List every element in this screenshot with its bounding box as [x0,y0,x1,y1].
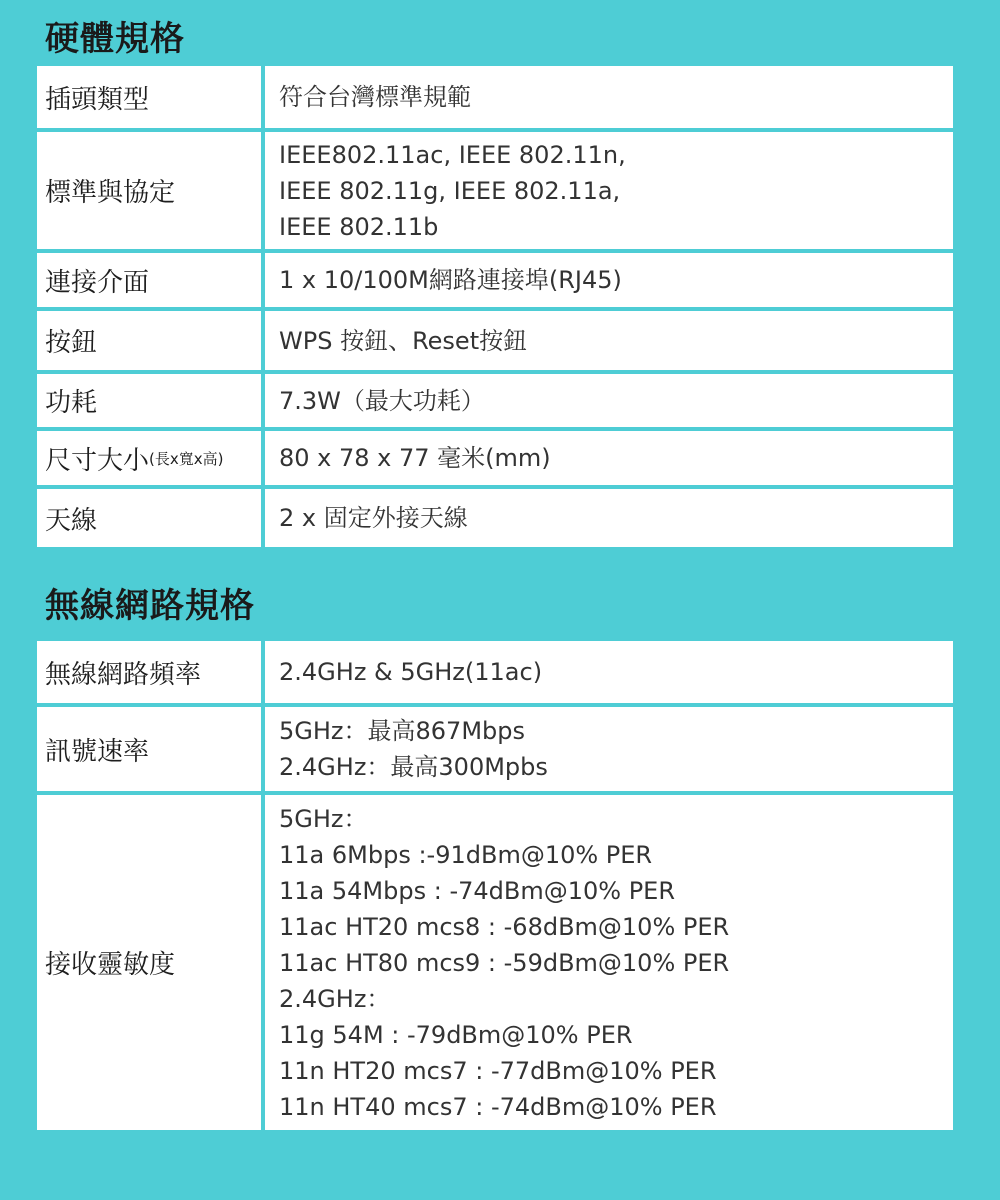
spec-value-line: 11a 54Mbps : -74dBm@10% PER [279,876,675,905]
spec-value [265,66,953,128]
spec-row-dimensions [37,431,953,485]
spec-label [37,641,261,703]
spec-label [37,253,261,307]
spec-value-line: 7.3W（最大功耗） [279,386,485,415]
spec-label [37,132,261,249]
spec-label [37,795,261,1130]
spec-value-line: IEEE 802.11b [279,212,439,241]
spec-value-line: 符合台灣標準規範 [279,83,471,111]
spec-value-line: 11n HT40 mcs7 : -74dBm@10% PER [279,1092,717,1121]
spec-label-text: 按鈕 [45,328,98,358]
spec-label-note: (長x寬x高) [149,449,224,468]
spec-row-standards [37,132,953,249]
spec-label [37,311,261,370]
spec-row-antenna [37,489,953,547]
spec-value-line: 2.4GHz： [279,984,391,1013]
spec-value-line: 11ac HT20 mcs8 : -68dBm@10% PER [279,912,730,941]
spec-label-text: 無線網路頻率 [45,659,202,690]
spec-label-text: 尺寸大小 [45,445,150,476]
spec-label-text: 連接介面 [45,267,150,298]
spec-row-plug-type [37,66,953,128]
spec-row-frequency [37,641,953,703]
spec-label-text: 接收靈敏度 [45,950,176,980]
hardware-spec-table [37,66,953,547]
spec-value-line: IEEE 802.11g, IEEE 802.11a, [279,176,621,205]
spec-label [37,374,261,427]
spec-label [37,707,261,791]
spec-label-text: 訊號速率 [45,736,150,767]
spec-value [265,795,953,1130]
spec-value [265,374,953,427]
spec-value-line: 2 x 固定外接天線 [279,504,468,532]
spec-value-line: 1 x 10/100M網路連接埠(RJ45) [279,266,622,294]
spec-value [265,311,953,370]
spec-row-power [37,374,953,427]
spec-value-line: 5GHz：最高867Mbps [279,717,525,745]
spec-value-line: 11g 54M : -79dBm@10% PER [279,1020,633,1049]
spec-label-text: 標準與協定 [45,178,176,208]
spec-value-line: 80 x 78 x 77 毫米(mm) [279,444,551,472]
spec-value-line: 11ac HT80 mcs9 : -59dBm@10% PER [279,948,730,977]
spec-value [265,132,953,249]
spec-row-buttons [37,311,953,370]
spec-value [265,707,953,791]
hardware-spec-title: 硬體規格 [45,19,185,59]
spec-value [265,641,953,703]
spec-label [37,66,261,128]
wireless-spec-table [37,641,953,1130]
spec-row-sensitivity [37,795,953,1130]
spec-value [265,489,953,547]
spec-label-text: 功耗 [45,388,98,418]
wireless-spec-title: 無線網路規格 [45,586,255,626]
spec-value-line: 11a 6Mbps :-91dBm@10% PER [279,840,653,869]
spec-value [265,431,953,485]
spec-label [37,489,261,547]
spec-row-interface [37,253,953,307]
spec-value-line: WPS 按鈕、Reset按鈕 [279,326,528,355]
spec-value [265,253,953,307]
spec-label [37,431,261,485]
spec-value-line: 11n HT20 mcs7 : -77dBm@10% PER [279,1056,717,1085]
spec-value-line: 2.4GHz & 5GHz(11ac) [279,658,543,686]
spec-label-text: 插頭類型 [45,84,150,115]
spec-row-signal-rate [37,707,953,791]
spec-value-line: 5GHz： [279,804,368,833]
spec-value-line: 2.4GHz：最高300Mpbs [279,753,548,781]
spec-value-line: IEEE802.11ac, IEEE 802.11n, [279,140,626,169]
spec-label-text: 天線 [45,505,98,536]
